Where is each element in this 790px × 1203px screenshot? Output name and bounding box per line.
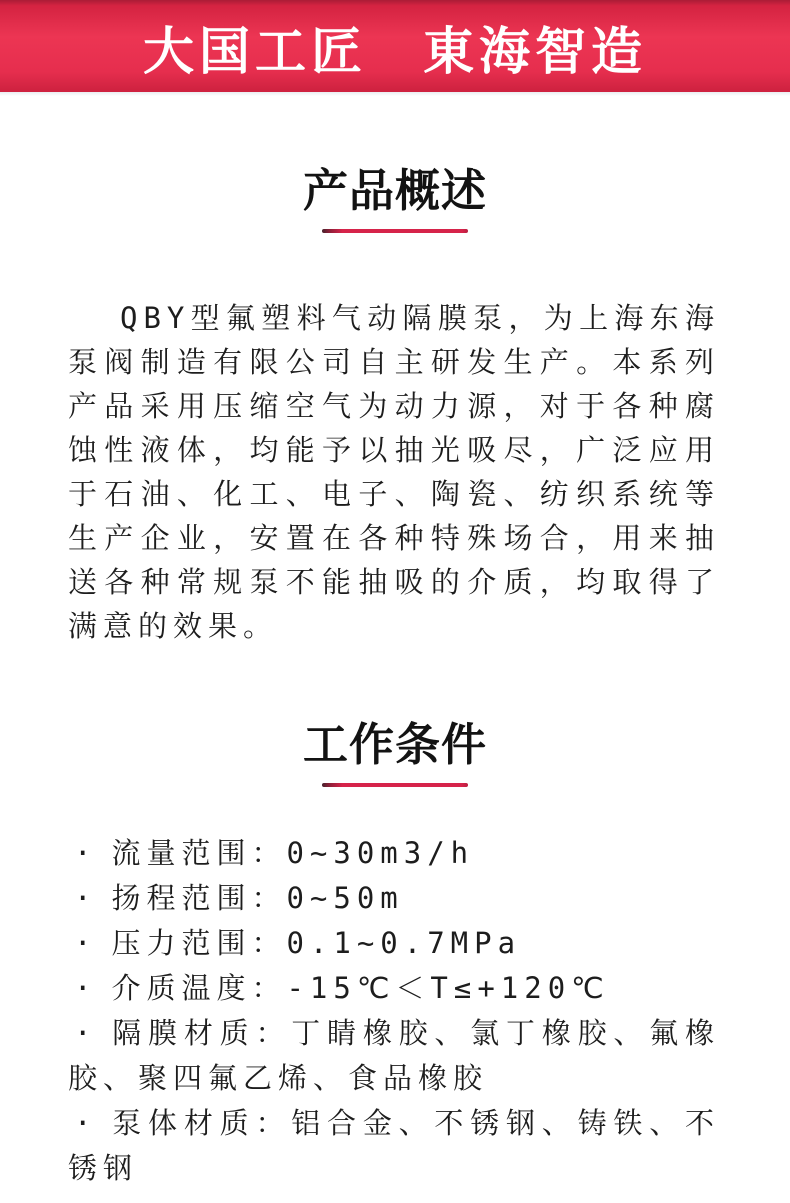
bullet-icon: · xyxy=(74,836,98,870)
conditions-title-underline xyxy=(322,783,468,787)
condition-item-flow-range xyxy=(68,831,720,876)
condition-text: 泵体材质：铝合金、不锈钢、铸铁、不锈钢 xyxy=(68,1106,720,1185)
condition-text: 流量范围：0~30m3/h xyxy=(111,836,475,870)
condition-text: 压力范围：0.1~0.7MPa xyxy=(111,926,522,960)
section-working-conditions xyxy=(0,719,790,1191)
conditions-list xyxy=(68,831,720,1191)
condition-item-diaphragm-material xyxy=(68,1011,720,1101)
bullet-icon: · xyxy=(74,971,98,1005)
overview-paragraph: QBY型氟塑料气动隔膜泵，为上海东海泵阀制造有限公司自主研发生产。本系列产品采用压缩空气为动力源，对于各种腐蚀性液体，均能予以抽光吸尽，广泛应用于石油、化工、电子、陶瓷、纺织系统等生产企业，安置在各种特殊场合，用来抽送各种常规泵不能抽吸的介质，均取得了满意的效果。 xyxy=(68,301,720,643)
conditions-section-title: 工作条件 xyxy=(302,719,487,770)
banner-title: 大国工匠 東海智造 xyxy=(142,23,647,80)
bullet-icon: · xyxy=(74,1106,98,1140)
top-banner xyxy=(0,0,790,92)
condition-item-head-range xyxy=(68,876,720,921)
bullet-icon: · xyxy=(74,1016,98,1050)
section-product-overview xyxy=(0,165,790,648)
condition-item-medium-temperature xyxy=(68,966,720,1011)
condition-text: 介质温度：-15℃＜T≤+120℃ xyxy=(111,971,610,1005)
condition-text: 扬程范围：0~50m xyxy=(111,881,404,915)
bullet-icon: · xyxy=(74,881,98,915)
bullet-icon: · xyxy=(74,926,98,960)
overview-section-title: 产品概述 xyxy=(302,165,487,216)
condition-text: 隔膜材质：丁睛橡胶、氯丁橡胶、氟橡胶、聚四氟乙烯、食品橡胶 xyxy=(68,1016,720,1095)
overview-title-underline xyxy=(322,229,468,233)
banner-bottom-shadow xyxy=(0,92,790,96)
condition-item-pressure-range xyxy=(68,921,720,966)
condition-item-pump-body-material xyxy=(68,1101,720,1191)
